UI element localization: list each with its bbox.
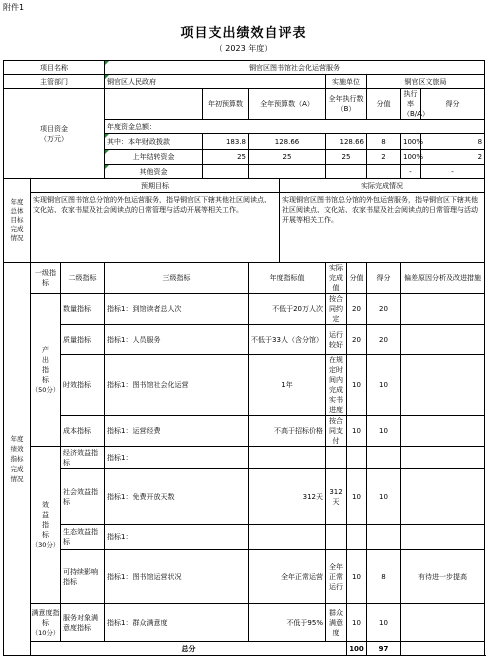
indicator-score: 20: [367, 294, 401, 325]
indicator-target: 不低于33人（含分馆）: [249, 325, 326, 355]
header-target: 年度指标值: [249, 263, 326, 294]
indicator-actual: 全年正常运行: [326, 550, 347, 604]
indicator-score-val: 20: [347, 325, 367, 355]
total-label: 总分: [31, 642, 347, 656]
indicator-note: [401, 355, 485, 416]
header-note: 偏差原因分析及改进措施: [401, 263, 485, 294]
indicator-actual: [326, 525, 347, 550]
indicator-actual: 群众满意度: [326, 604, 347, 642]
indicator-level3: 指标1：图书馆运营状况: [105, 550, 249, 604]
group-label-benefit: 效益指标 （30分）: [31, 447, 61, 604]
funds-score: -: [421, 165, 485, 179]
indicator-actual: 按合同约定: [326, 294, 347, 325]
indicator-score: 10: [367, 469, 401, 525]
funds-header-annual: 全年预算数（A）: [249, 89, 326, 120]
total-score-val: 100: [347, 642, 367, 656]
funds-total-label: 年度资金总额：: [105, 120, 485, 134]
indicator-score: 10: [367, 355, 401, 416]
indicator-note: [401, 294, 485, 325]
funds-exec: 128.66: [326, 134, 367, 150]
indicator-note: [401, 447, 485, 469]
header-score-val: 分值: [347, 263, 367, 294]
indicators-section-label: 年度绩效指标完成情况: [4, 263, 31, 656]
funds-header-init: 年初预算数: [203, 89, 249, 120]
dept-label: 主管部门: [4, 75, 105, 89]
indicator-level2: 时效指标: [61, 355, 105, 416]
funds-label: 项目资金 （万元）: [4, 89, 105, 179]
indicator-level2: 质量指标: [61, 325, 105, 355]
goals-actual-header: 实际完成情况: [280, 179, 485, 193]
indicator-score-val: [347, 447, 367, 469]
indicator-note: [401, 416, 485, 447]
attachment-label: 附件1: [3, 3, 25, 12]
indicator-level3: 指标1：群众满意度: [105, 604, 249, 642]
funds-header-score: 得分: [421, 89, 485, 120]
indicator-score: [367, 447, 401, 469]
indicator-note: 有待进一步提高: [401, 550, 485, 604]
indicator-score-val: 10: [347, 604, 367, 642]
indicator-target: 不低于20万人次: [249, 294, 326, 325]
goals-expected-text: 实现铜官区图书馆总分馆的外包运营服务，指导铜官区下辖其他社区阅读点、文化站、农家书屋及社会阅读点的日常管理与活动开展等相关工作。: [31, 193, 280, 263]
funds-annual: [249, 165, 326, 179]
indicator-score: 8: [367, 550, 401, 604]
impl-label: 实施单位: [326, 75, 367, 89]
goals-actual-text: 实现铜官区图书馆总分馆的外包运营服务，指导铜官区下辖其他社区阅读点、文化站、农家书屋及社会阅读点的日常管理与活动开展等相关工作。: [280, 193, 485, 263]
funds-header-blank: [105, 89, 203, 120]
indicator-target: [249, 525, 326, 550]
funds-rate: -: [401, 165, 421, 179]
page-title: 项目支出绩效自评表: [180, 26, 307, 41]
group-label-output: 产出指标 （50分）: [31, 294, 61, 447]
funds-init: 183.8: [203, 134, 249, 150]
indicator-note: [401, 604, 485, 642]
funds-row-label: 其他资金: [105, 165, 203, 179]
funds-header-score-val: 分值: [367, 89, 401, 120]
funds-score: 8: [421, 134, 485, 150]
indicator-score: [367, 525, 401, 550]
indicator-actual: 312天: [326, 469, 347, 525]
indicator-target: 全年正常运营: [249, 550, 326, 604]
header-level2: 二级指标: [61, 263, 105, 294]
funds-score-val: 2: [367, 150, 401, 165]
goals-row-label: 年度总体目标完成情况: [4, 179, 31, 263]
group-label-satisfaction: 满意度指标 （10分）: [31, 604, 61, 642]
funds-score-val: [367, 165, 401, 179]
indicator-note: [401, 525, 485, 550]
impl-value: 铜官区文旅局: [367, 75, 485, 89]
indicator-target: 1年: [249, 355, 326, 416]
indicator-level2: 经济效益指标: [61, 447, 105, 469]
indicator-note: [401, 469, 485, 525]
funds-init: 25: [203, 150, 249, 165]
indicator-level2: 生态效益指标: [61, 525, 105, 550]
funds-annual: 25: [249, 150, 326, 165]
indicator-score-val: 10: [347, 550, 367, 604]
indicator-actual: [326, 447, 347, 469]
indicator-level3: 指标1：: [105, 525, 249, 550]
indicator-level2: 服务对象满意度指标: [61, 604, 105, 642]
indicator-target: 不高于招标价格: [249, 416, 326, 447]
year-line: （ 2023 年度）: [214, 44, 273, 53]
project-name-value: 铜官区图书馆社会化运营服务: [105, 61, 485, 75]
indicator-level3: 指标1：到馆读者总人次: [105, 294, 249, 325]
goals-expected-header: 预期目标: [31, 179, 280, 193]
funds-exec: 25: [326, 150, 367, 165]
funds-header-rate: 执行率（B/A）: [401, 89, 421, 120]
indicator-actual: 运行较好: [326, 325, 347, 355]
total-score: 97: [367, 642, 401, 656]
indicator-target: 312天: [249, 469, 326, 525]
funds-rate: 100%: [401, 150, 421, 165]
funds-row-label: 其中：本年财政拨款: [105, 134, 203, 150]
total-note: [401, 642, 485, 656]
indicator-level2: 数量指标: [61, 294, 105, 325]
funds-rate: 100%: [401, 134, 421, 150]
header-level1: 一级指标: [31, 263, 61, 294]
indicator-note: [401, 325, 485, 355]
indicator-score: 10: [367, 604, 401, 642]
indicator-score-val: 20: [347, 294, 367, 325]
funds-init: [203, 165, 249, 179]
indicator-score: 20: [367, 325, 401, 355]
funds-score-val: 8: [367, 134, 401, 150]
indicator-score-val: 10: [347, 416, 367, 447]
indicator-level3: 指标1：人员服务: [105, 325, 249, 355]
indicator-score: 10: [367, 416, 401, 447]
indicator-actual: 在规定时间内完成实书进度: [326, 355, 347, 416]
indicator-score-val: 10: [347, 469, 367, 525]
funds-exec: [326, 165, 367, 179]
project-name-label: 项目名称: [4, 61, 105, 75]
funds-header-exec: 全年执行数（B）: [326, 89, 367, 120]
indicator-level2: 成本指标: [61, 416, 105, 447]
evaluation-table: [3, 60, 485, 656]
funds-row-label: 上年结转资金: [105, 150, 203, 165]
header-score: 得分: [367, 263, 401, 294]
indicator-level2: 可持续影响指标: [61, 550, 105, 604]
indicator-level3: 指标1：免费开放天数: [105, 469, 249, 525]
dept-value: 铜官区人民政府: [105, 75, 326, 89]
header-level3: 三级指标: [105, 263, 249, 294]
indicator-score-val: [347, 525, 367, 550]
indicator-score-val: 10: [347, 355, 367, 416]
funds-score: 2: [421, 150, 485, 165]
indicator-target: [249, 447, 326, 469]
header-actual: 实际完成值: [326, 263, 347, 294]
indicator-level3: 指标1：: [105, 447, 249, 469]
indicator-level3: 指标1：图书馆社会化运营: [105, 355, 249, 416]
indicator-level2: 社会效益指标: [61, 469, 105, 525]
indicator-target: 不低于95%: [249, 604, 326, 642]
indicator-level3: 指标1：运营经费: [105, 416, 249, 447]
indicator-actual: 按合同支付: [326, 416, 347, 447]
funds-annual: 128.66: [249, 134, 326, 150]
